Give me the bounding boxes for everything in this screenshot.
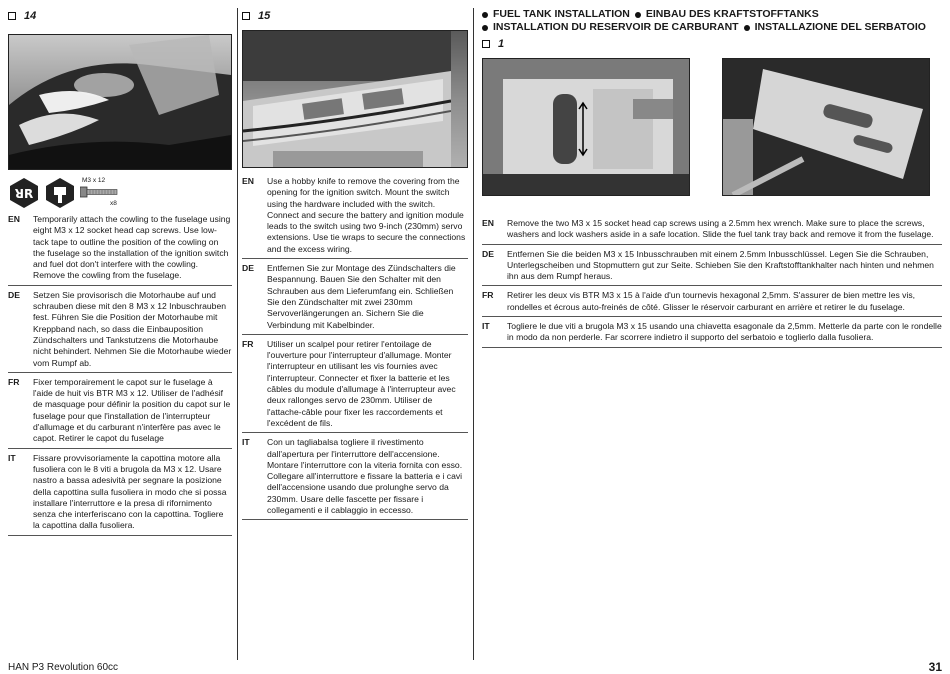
lang-code: IT <box>8 452 16 463</box>
instruction-text: Fixer temporairement le capot sur le fuselage à l'aide de huit vis BTR M3 x 12. Utiliser de l'adhésif de masquage pour définir la position du capot sur le fuselage pour que l'installation de l'interrupteur d'allumage et du carburant n'interfère pas avec le capot. Retirer le capot du fuselage <box>33 376 231 444</box>
lang-code: IT <box>242 437 250 448</box>
bullet-icon <box>482 25 488 31</box>
fuel-tank-column <box>482 8 942 348</box>
instruction-de <box>242 259 468 335</box>
step-number: 14 <box>24 10 37 22</box>
instruction-text: Temporarily attach the cowling to the fuselage using eight M3 x 12 socket head cap screws. Use low-tack tape to outline the position of the cowling on the fuselage so the installation of the ignition switch and fuel dot don't interfere with the cowling. Remove the cowling from the fuselage. <box>33 214 231 281</box>
step-checkbox[interactable] <box>8 12 16 20</box>
instruction-fr <box>242 335 468 433</box>
instruction-it <box>8 449 232 536</box>
footer-title: HAN P3 Revolution 60cc <box>8 662 119 673</box>
section-title-part: INSTALLATION DU RESERVOIR DE CARBURANT <box>493 21 739 33</box>
instruction-en <box>8 214 232 286</box>
svg-text:ꓤR: ꓤR <box>14 187 34 201</box>
lang-code: DE <box>482 248 494 259</box>
lang-code: IT <box>482 321 490 332</box>
section-title-line1 <box>482 8 942 21</box>
lang-code: FR <box>482 290 494 301</box>
section-title-line2 <box>482 21 942 34</box>
instruction-text: Use a hobby knife to remove the covering from the opening for the ignition switch. Mount the switch using the hardware included with the switch. Connect and secure the battery and ignition module leads to the switch using two 9-inch (230mm) servo extensions. Use tie wraps to secure the connections and the excess wiring. <box>267 176 466 254</box>
step-number: 1 <box>498 38 505 50</box>
lang-code: FR <box>242 338 254 349</box>
instruction-text: Utiliser un scalpel pour retirer l'entoilage de l'ouverture pour l'interrupteur d'allumage. Monter l'interrupteur en utilisant les vis fournies avec l'interrupteur. Connecter et fixer la batterie et les câbles du module d'allumage à l'interrupteur avec deux rallonges servo de 230mm. Utiliser de l'attache-câble pour fixer les raccordements et l'excédent de fils. <box>267 338 456 428</box>
lang-code: EN <box>482 218 494 228</box>
lang-code: DE <box>8 289 20 300</box>
instruction-text: Retirer les deux vis BTR M3 x 15 à l'aide d'un tournevis hexagonal 2,5mm. S'assurer de bien mettre les vis, rondelles et écrous auto-freinés de côté. Glisser le réservoir carburant en arrière et retirer le du fuselage. <box>507 290 916 312</box>
instruction-text: Setzen Sie provisorisch die Motorhaube auf und schrauben diese mit den 8 M3 x 12 Inbuschrauben fest. Führen Sie die Position der Motorhaube mit Kreppband nach, so dass die Einbauposition Zündschalters und Tankstutzens die Motorhaube nicht behindert. Nehmen Sie die Motorhaube wieder vom Rumpf ab. <box>33 289 232 368</box>
screw-icon <box>80 177 124 209</box>
section-title-part: FUEL TANK INSTALLATION <box>493 8 630 20</box>
instruction-fr <box>482 286 942 317</box>
cowling-photo <box>8 34 232 170</box>
hardware-icons <box>8 176 232 210</box>
column-divider <box>473 8 474 660</box>
instruction-text: Entfernen Sie die beiden M3 x 15 Inbusschrauben mit einem 2.5mm Inbusschlüssel. Legen Sie die Schrauben, Unterlegscheiben und Stopmuttern gut zur Seite. Schieben Sie den Kraftstofftankhalter nach hinten und nehmen ihn aus dem Rumpf heraus. <box>507 248 934 282</box>
instruction-it <box>482 317 942 348</box>
instruction-de <box>8 286 232 373</box>
page-number: 31 <box>928 660 942 674</box>
instruction-text: Entfernen Sie zur Montage des Zündschalters die Bespannung. Bauen Sie den Schalter mit den Schrauben aus dem Lieferumfang ein. Schließen Sie den Zündschalter mit zwei 230mm Servoverlängerungen an. Sichern Sie die Verbindung mit Kabelbinder. <box>267 263 456 330</box>
lang-code: FR <box>8 376 20 387</box>
lang-code: EN <box>242 176 254 186</box>
step-header <box>482 36 942 52</box>
step-14-column <box>8 8 232 536</box>
step-15-column <box>242 8 468 520</box>
tank-tray-photo-2 <box>722 58 930 196</box>
column-divider <box>237 8 238 660</box>
instruction-en <box>482 218 942 245</box>
section-title-part: EINBAU DES KRAFTSTOFFTANKS <box>645 8 819 20</box>
lang-code: DE <box>242 263 254 274</box>
tank-tray-photo-1 <box>482 58 690 196</box>
step-number: 15 <box>258 10 271 22</box>
ignition-switch-photo <box>242 30 468 168</box>
instruction-en <box>242 176 468 259</box>
instruction-de <box>482 245 942 287</box>
instruction-it <box>242 433 468 520</box>
step-header <box>8 8 232 24</box>
instruction-text: Remove the two M3 x 15 socket head cap screws using a 2.5mm hex wrench. Make sure to place the screws, washers and lock washers aside in a safe location. Slide the fuel tank tray back and remove it from the fuselage. <box>507 218 934 240</box>
screw-size-label: M3 x 12 <box>82 177 106 184</box>
instruction-text: Fissare provvisoriamente la capottina motore alla fusoliera con le 8 viti a brugola da M3 x 12. Usare nastro a bassa adesività per segnare la posizione della capottina sulla fusoliera in modo che si possa installare l'interruttore e la presa di rifornimento senza che interferiscano con la capottina. Togliere la capottina dalla fusoliera. <box>33 452 227 531</box>
screw-qty-label: x8 <box>110 200 117 207</box>
step-checkbox[interactable] <box>242 12 250 20</box>
instruction-text: Togliere le due viti a brugola M3 x 15 usando una chiavetta esagonale da 2,5mm. Metterle da parte con le rondelle in modo da non perderle. Far scorrere indietro il supporto del serbatoio e toglierlo dalla fusoliera. <box>507 321 942 343</box>
bullet-icon <box>482 12 488 18</box>
instruction-text: Con un tagliabalsa togliere il rivestimento dall'apertura per l'interruttore dell'accensione. Montare l'interruttore con la viteria fornita con esso. Collegare all'interruttore e fissare la batteria e i cavi dell'accensione usando due prolunghe servo da 230mm. Usare delle fascette per fissare i collegamenti e il cablaggio in eccesso. <box>267 437 463 516</box>
lang-code: EN <box>8 214 20 224</box>
bullet-icon <box>744 25 750 31</box>
section-title-part: INSTALLAZIONE DEL SERBATOIO <box>754 21 926 33</box>
step-header <box>242 8 468 24</box>
instruction-fr <box>8 373 232 449</box>
screw-tool-icon <box>44 177 76 209</box>
hex-wrench-icon <box>8 177 40 209</box>
step-checkbox[interactable] <box>482 40 490 48</box>
bullet-icon <box>635 12 641 18</box>
